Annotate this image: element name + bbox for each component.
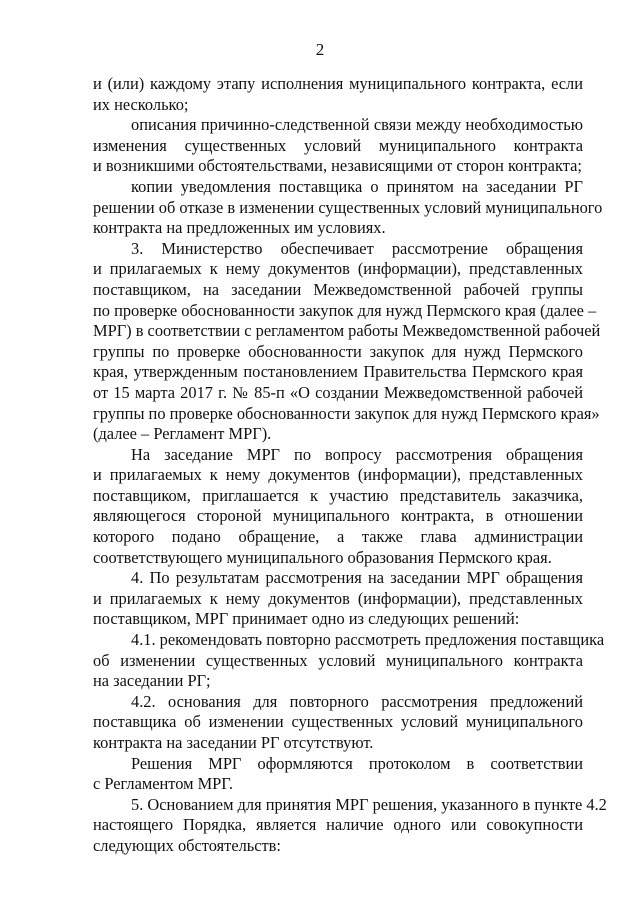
text-line: группы по проверке обоснованности закупок для нужд Пермского края» xyxy=(93,403,600,423)
text-line: от 15 марта 2017 г. № 85-п «О создании Межведомственной рабочей xyxy=(93,382,583,402)
text-line: контракта на предложенных им условиях. xyxy=(93,218,386,238)
text-line: следующих обстоятельств: xyxy=(93,835,281,855)
text-line: решении об отказе в изменении существенных условий муниципального xyxy=(93,197,603,217)
text-line: настоящего Порядка, является наличие одного или совокупности xyxy=(93,815,583,835)
text-line: и прилагаемых к нему документов (информации), представленных xyxy=(93,259,583,279)
text-line: об изменении существенных условий муниципального контракта xyxy=(93,650,583,670)
document-body xyxy=(93,74,607,857)
text-line: Решения МРГ оформляются протоколом в соответствии xyxy=(131,753,583,773)
text-line: МРГ) в соответствии с регламентом работы Межведомственной рабочей xyxy=(93,321,601,341)
text-line: описания причинно-следственной связи между необходимостью xyxy=(131,115,583,135)
text-line: с Регламентом МРГ. xyxy=(93,774,234,794)
text-line: и прилагаемых к нему документов (информации), представленных xyxy=(93,588,583,608)
text-line: (далее – Регламент МРГ). xyxy=(93,424,272,444)
text-line: и возникшими обстоятельствами, независящими от сторон контракта; xyxy=(93,156,582,176)
text-line: изменения существенных условий муниципального контракта xyxy=(93,135,583,155)
text-line: 3. Министерство обеспечивает рассмотрение обращения xyxy=(131,238,583,258)
text-line: которого подано обращение, а также глава администрации xyxy=(93,527,583,547)
page-number: 2 xyxy=(315,40,325,59)
text-line: копии уведомления поставщика о принятом на заседании РГ xyxy=(131,176,583,196)
text-line: поставщика об изменении существенных условий муниципального xyxy=(93,712,583,732)
text-line: На заседание МРГ по вопросу рассмотрения обращения xyxy=(131,444,583,464)
text-line: и прилагаемых к нему документов (информации), представленных xyxy=(93,465,583,485)
text-line: 5. Основанием для принятия МРГ решения, указанного в пункте 4.2 xyxy=(131,794,607,814)
text-line: поставщиком, МРГ принимает одно из следующих решений: xyxy=(93,609,520,629)
text-line: поставщиком, на заседании Межведомственной рабочей группы xyxy=(93,279,583,299)
text-line: являющегося стороной муниципального контракта, в отношении xyxy=(93,506,583,526)
text-line: их несколько; xyxy=(93,94,189,114)
text-line: и (или) каждому этапу исполнения муниципального контракта, если xyxy=(93,74,583,93)
text-line: края, утвержденным постановлением Правительства Пермского края xyxy=(93,362,583,382)
text-line: 4. По результатам рассмотрения на заседании МРГ обращения xyxy=(131,568,583,588)
text-line: группы по проверке обоснованности закупок для нужд Пермского xyxy=(93,341,583,361)
text-line: поставщиком, приглашается к участию представитель заказчика, xyxy=(93,485,583,505)
text-line: 4.2. основания для повторного рассмотрения предложений xyxy=(131,691,583,711)
text-line: 4.1. рекомендовать повторно рассмотреть предложения поставщика xyxy=(131,630,605,650)
text-line: соответствующего муниципального образования Пермского края. xyxy=(93,547,552,567)
text-line: контракта на заседании РГ отсутствуют. xyxy=(93,733,374,752)
text-line: по проверке обоснованности закупок для нужд Пермского края (далее – xyxy=(93,300,597,320)
text-line: на заседании РГ; xyxy=(93,671,211,691)
